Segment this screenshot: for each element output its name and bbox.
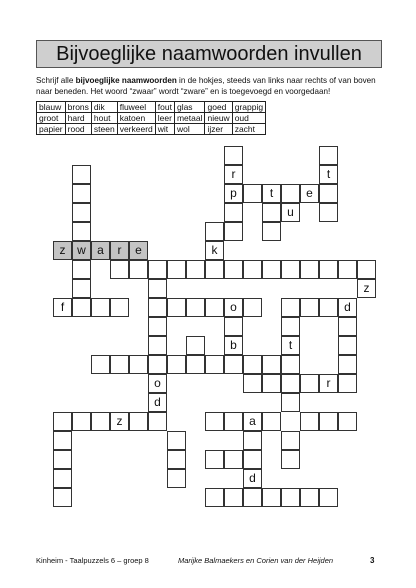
word-cell: metaal — [174, 113, 205, 124]
crossword-cell[interactable] — [338, 412, 357, 431]
crossword-cell[interactable] — [205, 298, 224, 317]
crossword-cell[interactable] — [300, 374, 319, 393]
crossword-cell[interactable] — [186, 355, 205, 374]
crossword-cell[interactable] — [281, 355, 300, 374]
crossword-cell[interactable] — [72, 165, 91, 184]
word-cell: goed — [205, 102, 232, 113]
crossword-cell[interactable] — [243, 298, 262, 317]
crossword-cell[interactable] — [205, 450, 224, 469]
crossword-cell[interactable] — [224, 450, 243, 469]
crossword-cell[interactable] — [129, 412, 148, 431]
word-cell: verkeerd — [117, 124, 155, 135]
word-cell: dik — [91, 102, 117, 113]
crossword-cell[interactable] — [167, 260, 186, 279]
word-cell: rood — [65, 124, 91, 135]
crossword-cell[interactable] — [262, 355, 281, 374]
word-cell: wol — [174, 124, 205, 135]
crossword-cell[interactable] — [281, 450, 300, 469]
crossword-cell[interactable] — [129, 260, 148, 279]
crossword-cell[interactable] — [319, 412, 338, 431]
crossword-cell[interactable] — [110, 260, 129, 279]
crossword-cell[interactable] — [281, 374, 300, 393]
crossword-cell[interactable] — [53, 469, 72, 488]
crossword-cell[interactable] — [281, 488, 300, 507]
crossword-cell[interactable] — [224, 146, 243, 165]
word-cell: glas — [174, 102, 205, 113]
word-cell: blauw — [37, 102, 66, 113]
crossword-cell[interactable] — [53, 431, 72, 450]
crossword-cell[interactable] — [205, 260, 224, 279]
crossword-cell[interactable]: t — [281, 336, 300, 355]
crossword-cell[interactable] — [186, 298, 205, 317]
crossword-cell[interactable] — [148, 260, 167, 279]
crossword-cell[interactable] — [224, 317, 243, 336]
crossword-cell[interactable] — [205, 355, 224, 374]
crossword-cell[interactable]: d — [148, 393, 167, 412]
crossword-cell[interactable]: z — [110, 412, 129, 431]
crossword-cell[interactable] — [243, 184, 262, 203]
crossword-cell[interactable] — [262, 222, 281, 241]
word-cell: nieuw — [205, 113, 232, 124]
crossword-cell[interactable] — [224, 412, 243, 431]
crossword-cell[interactable] — [91, 412, 110, 431]
word-cell: oud — [232, 113, 265, 124]
given-letter-cell[interactable]: r — [110, 241, 129, 260]
crossword-cell[interactable]: o — [224, 298, 243, 317]
crossword-cell[interactable] — [319, 184, 338, 203]
crossword-cell[interactable] — [72, 222, 91, 241]
crossword-cell[interactable] — [224, 203, 243, 222]
crossword-cell[interactable] — [281, 184, 300, 203]
crossword-cell[interactable] — [262, 260, 281, 279]
crossword-cell[interactable] — [224, 260, 243, 279]
crossword-cell[interactable] — [338, 317, 357, 336]
crossword-cell[interactable] — [148, 355, 167, 374]
word-cell: zacht — [232, 124, 265, 135]
crossword-cell[interactable] — [148, 279, 167, 298]
crossword-cell[interactable] — [72, 298, 91, 317]
crossword-cell[interactable] — [186, 336, 205, 355]
crossword-cell[interactable] — [338, 260, 357, 279]
crossword-cell[interactable] — [319, 146, 338, 165]
crossword-cell[interactable]: r — [319, 374, 338, 393]
crossword-cell[interactable] — [319, 260, 338, 279]
instructions-text: Schrijf alle — [36, 76, 76, 85]
crossword-cell[interactable]: e — [300, 184, 319, 203]
crossword-cell[interactable] — [243, 488, 262, 507]
word-cell: wit — [155, 124, 174, 135]
footer-publisher: Kinheim - Taalpuzzels 6 – groep 8 — [36, 556, 149, 565]
footer-authors: Marijke Balmaekers en Corien van der Heijden — [178, 556, 334, 565]
crossword-cell[interactable] — [281, 260, 300, 279]
given-letter-cell[interactable]: w — [72, 241, 91, 260]
crossword-cell[interactable] — [110, 298, 129, 317]
word-cell: hout — [91, 113, 117, 124]
crossword-cell[interactable] — [281, 431, 300, 450]
word-cell: ijzer — [205, 124, 232, 135]
crossword-cell[interactable] — [338, 355, 357, 374]
word-cell: groot — [37, 113, 66, 124]
crossword-cell[interactable] — [243, 431, 262, 450]
crossword-cell[interactable] — [148, 336, 167, 355]
crossword-cell[interactable] — [338, 336, 357, 355]
crossword-cell[interactable] — [224, 355, 243, 374]
crossword-cell[interactable] — [262, 374, 281, 393]
crossword-cell[interactable] — [243, 450, 262, 469]
given-letter-cell[interactable]: e — [129, 241, 148, 260]
crossword-cell[interactable]: d — [243, 469, 262, 488]
crossword-cell[interactable] — [243, 355, 262, 374]
crossword-cell[interactable]: o — [148, 374, 167, 393]
word-cell: katoen — [117, 113, 155, 124]
crossword-cell[interactable]: u — [281, 203, 300, 222]
crossword-cell[interactable] — [72, 260, 91, 279]
crossword-cell[interactable]: t — [262, 184, 281, 203]
crossword-cell[interactable] — [72, 203, 91, 222]
word-cell: grappig — [232, 102, 265, 113]
crossword-cell[interactable] — [243, 374, 262, 393]
crossword-cell[interactable]: p — [224, 184, 243, 203]
crossword-cell[interactable] — [319, 298, 338, 317]
crossword-cell[interactable]: r — [224, 165, 243, 184]
crossword-cell[interactable] — [72, 412, 91, 431]
crossword-cell[interactable] — [205, 222, 224, 241]
crossword-cell[interactable] — [167, 469, 186, 488]
crossword-cell[interactable] — [167, 431, 186, 450]
crossword-cell[interactable] — [262, 203, 281, 222]
crossword-cell[interactable] — [300, 412, 319, 431]
given-letter-cell[interactable]: z — [53, 241, 72, 260]
crossword-cell[interactable] — [167, 450, 186, 469]
crossword-cell[interactable] — [319, 203, 338, 222]
crossword-cell[interactable]: t — [319, 165, 338, 184]
crossword-cell[interactable] — [281, 393, 300, 412]
word-cell: fluweel — [117, 102, 155, 113]
word-cell: steen — [91, 124, 117, 135]
crossword-cell[interactable] — [53, 412, 72, 431]
crossword-cell[interactable] — [167, 298, 186, 317]
crossword-cell[interactable]: a — [243, 412, 262, 431]
crossword-cell[interactable]: b — [224, 336, 243, 355]
word-cell: fout — [155, 102, 174, 113]
crossword-cell[interactable] — [129, 355, 148, 374]
page-title: Bijvoeglijke naamwoorden invullen — [36, 40, 382, 68]
word-cell: brons — [65, 102, 91, 113]
crossword-cell[interactable] — [281, 298, 300, 317]
crossword-cell[interactable] — [243, 260, 262, 279]
crossword-cell[interactable] — [300, 260, 319, 279]
crossword-cell[interactable] — [205, 488, 224, 507]
crossword-cell[interactable] — [148, 298, 167, 317]
page-number: 3 — [370, 556, 375, 565]
crossword-cell[interactable] — [224, 222, 243, 241]
crossword-cell[interactable] — [338, 374, 357, 393]
crossword-cell[interactable] — [53, 488, 72, 507]
crossword-cell[interactable]: z — [357, 279, 376, 298]
crossword-cell[interactable] — [91, 298, 110, 317]
crossword-cell[interactable] — [357, 260, 376, 279]
crossword-cell[interactable]: d — [338, 298, 357, 317]
instructions-bold: bijvoeglijke naamwoorden — [75, 76, 177, 85]
crossword-cell[interactable] — [224, 488, 243, 507]
crossword-cell[interactable] — [186, 260, 205, 279]
crossword-cell[interactable] — [148, 317, 167, 336]
crossword-cell[interactable] — [300, 488, 319, 507]
given-letter-cell[interactable]: a — [91, 241, 110, 260]
crossword-cell[interactable] — [72, 184, 91, 203]
crossword-cell[interactable] — [319, 488, 338, 507]
crossword-cell[interactable] — [167, 355, 186, 374]
crossword-cell[interactable]: k — [205, 241, 224, 260]
crossword-cell[interactable] — [91, 355, 110, 374]
crossword-cell[interactable]: f — [53, 298, 72, 317]
word-cell: hard — [65, 113, 91, 124]
crossword-cell[interactable] — [53, 450, 72, 469]
crossword-cell[interactable] — [110, 355, 129, 374]
crossword-cell[interactable] — [148, 412, 167, 431]
word-cell: papier — [37, 124, 66, 135]
crossword-cell[interactable] — [300, 298, 319, 317]
crossword-cell[interactable] — [281, 317, 300, 336]
crossword-cell[interactable] — [205, 412, 224, 431]
instructions-text-rest: in de hokjes, steeds van links naar rechts of van boven naar beneden. Het woord “zwaar” wordt “zware” en is toegevoegd en voorgedaan! — [36, 76, 376, 96]
crossword-cell[interactable] — [262, 412, 281, 431]
crossword-cell[interactable] — [72, 279, 91, 298]
word-cell: leer — [155, 113, 174, 124]
crossword-cell[interactable] — [262, 488, 281, 507]
